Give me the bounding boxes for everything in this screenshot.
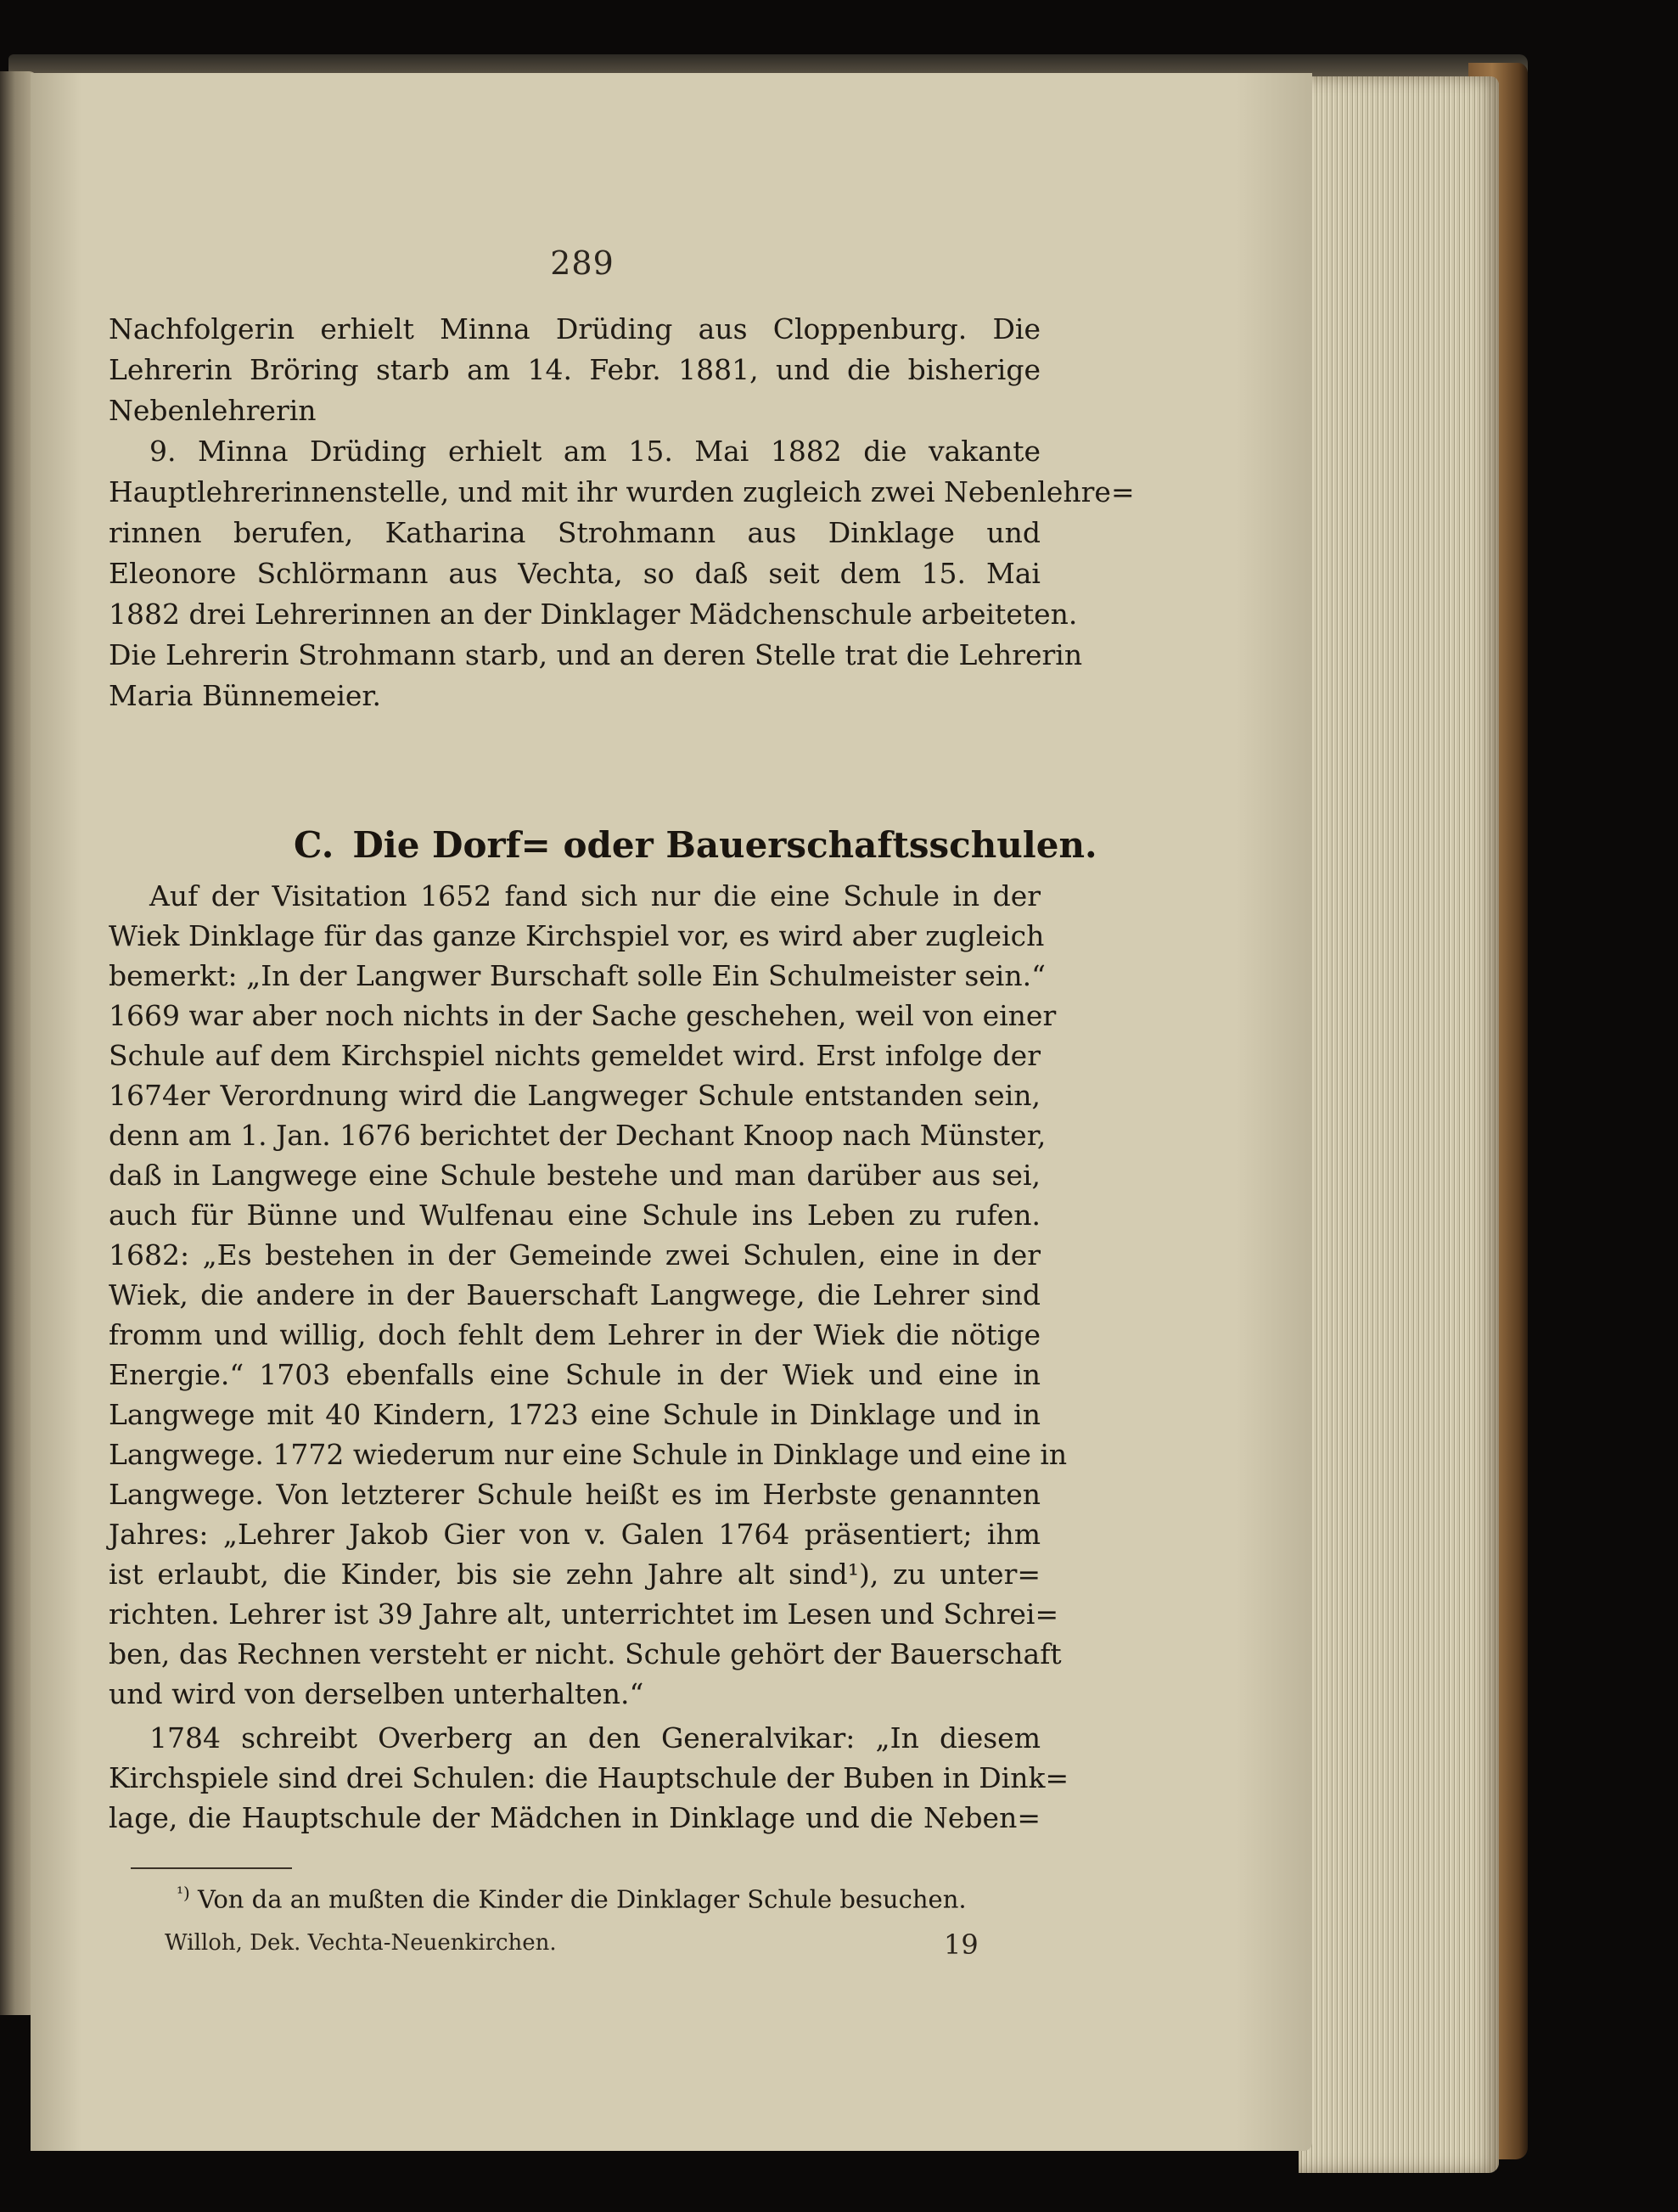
text-line: Kirchspiele sind drei Schulen: die Hauptschule der Buben in Dink= bbox=[109, 1761, 1069, 1794]
book-page bbox=[31, 73, 1312, 2151]
text-line: Die Lehrerin Strohmann starb, und an deren Stelle trat die Lehrerin bbox=[109, 638, 1083, 671]
text-line: 9. Minna Drüding erhielt am 15. Mai 1882 die vakante bbox=[149, 435, 1041, 468]
text-line: daß in Langwege eine Schule bestehe und man darüber aus sei, bbox=[109, 1159, 1041, 1192]
text-line: richten. Lehrer ist 39 Jahre alt, unterrichtet im Lesen und Schrei= bbox=[109, 1597, 1059, 1631]
text-line: Maria Bünnemeier. bbox=[109, 679, 382, 712]
text-line: ist erlaubt, die Kinder, bis sie zehn Jahre alt sind¹), zu unter= bbox=[109, 1558, 1041, 1591]
text-line: denn am 1. Jan. 1676 berichtet der Dechant Knoop nach Münster, bbox=[109, 1119, 1047, 1152]
section-heading bbox=[294, 824, 1097, 866]
text-line: Wiek Dinklage für das ganze Kirchspiel vor, es wird aber zugleich bbox=[109, 919, 1045, 952]
footnote-rule bbox=[131, 1867, 292, 1869]
text-line: Langwege. 1772 wiederum nur eine Schule in Dinklage und eine in bbox=[109, 1438, 1068, 1471]
text-line: 1669 war aber noch nichts in der Sache geschehen, weil von einer bbox=[109, 999, 1057, 1032]
text-line: Energie.“ 1703 ebenfalls eine Schule in der Wiek und eine in bbox=[109, 1358, 1041, 1391]
text-line: und wird von derselben unterhalten.“ bbox=[109, 1677, 644, 1710]
text-line: 1674er Verordnung wird die Langweger Schule entstanden sein, bbox=[109, 1079, 1041, 1112]
signature-line: Willoh, Dek. Vechta-Neuenkirchen. bbox=[165, 1930, 557, 1956]
text-line: rinnen berufen, Katharina Strohmann aus Dinklage und bbox=[109, 516, 1041, 549]
text-line: ben, das Rechnen versteht er nicht. Schule gehört der Bauerschaft bbox=[109, 1637, 1062, 1670]
text-line: Eleonore Schlörmann aus Vechta, so daß seit dem 15. Mai bbox=[109, 557, 1041, 590]
footnote bbox=[177, 1883, 967, 1914]
text-line: 1882 drei Lehrerinnen an der Dinklager Mädchenschule arbeiteten. bbox=[109, 598, 1078, 631]
text-line: Nachfolgerin erhielt Minna Drüding aus Cloppenburg. Die bbox=[109, 312, 1041, 345]
text-line: Nebenlehrerin bbox=[109, 394, 317, 427]
text-line: Schule auf dem Kirchspiel nichts gemeldet wird. Erst infolge der bbox=[109, 1039, 1041, 1072]
sheet-number: 19 bbox=[944, 1928, 979, 1961]
text-line: Lehrerin Bröring starb am 14. Febr. 1881, und die bisherige bbox=[109, 353, 1041, 386]
text-line: Jahres: „Lehrer Jakob Gier von v. Galen 1764 präsentiert; ihm bbox=[109, 1518, 1041, 1551]
text-line: fromm und willig, doch fehlt dem Lehrer in der Wiek die nötige bbox=[109, 1318, 1041, 1351]
page-number: 289 bbox=[550, 244, 615, 282]
text-line: Langwege mit 40 Kindern, 1723 eine Schule in Dinklage und in bbox=[109, 1398, 1041, 1431]
text-line: Hauptlehrerinnenstelle, und mit ihr wurden zugleich zwei Nebenlehre= bbox=[109, 475, 1135, 508]
text-line: 1682: „Es bestehen in der Gemeinde zwei Schulen, eine in der bbox=[109, 1238, 1041, 1272]
text-line: auch für Bünne und Wulfenau eine Schule ins Leben zu rufen. bbox=[109, 1199, 1041, 1232]
text-line: Wiek, die andere in der Bauerschaft Langwege, die Lehrer sind bbox=[109, 1278, 1041, 1311]
page-block-edges bbox=[1299, 76, 1499, 2173]
section-letter: C. bbox=[294, 824, 334, 866]
footnote-marker: ¹) bbox=[177, 1883, 190, 1903]
text-line: Auf der Visitation 1652 fand sich nur die eine Schule in der bbox=[149, 879, 1041, 912]
footnote-text: Von da an mußten die Kinder die Dinklager Schule besuchen. bbox=[198, 1884, 967, 1914]
text-line: Langwege. Von letzterer Schule heißt es im Herbste genannten bbox=[109, 1478, 1041, 1511]
text-line: bemerkt: „In der Langwer Burschaft solle Ein Schulmeister sein.“ bbox=[109, 959, 1046, 992]
text-line: 1784 schreibt Overberg an den Generalvikar: „In diesem bbox=[149, 1721, 1041, 1754]
text-line: lage, die Hauptschule der Mädchen in Dinklage und die Neben= bbox=[109, 1801, 1041, 1834]
section-title: Die Dorf= oder Bauerschaftsschulen. bbox=[352, 824, 1097, 866]
